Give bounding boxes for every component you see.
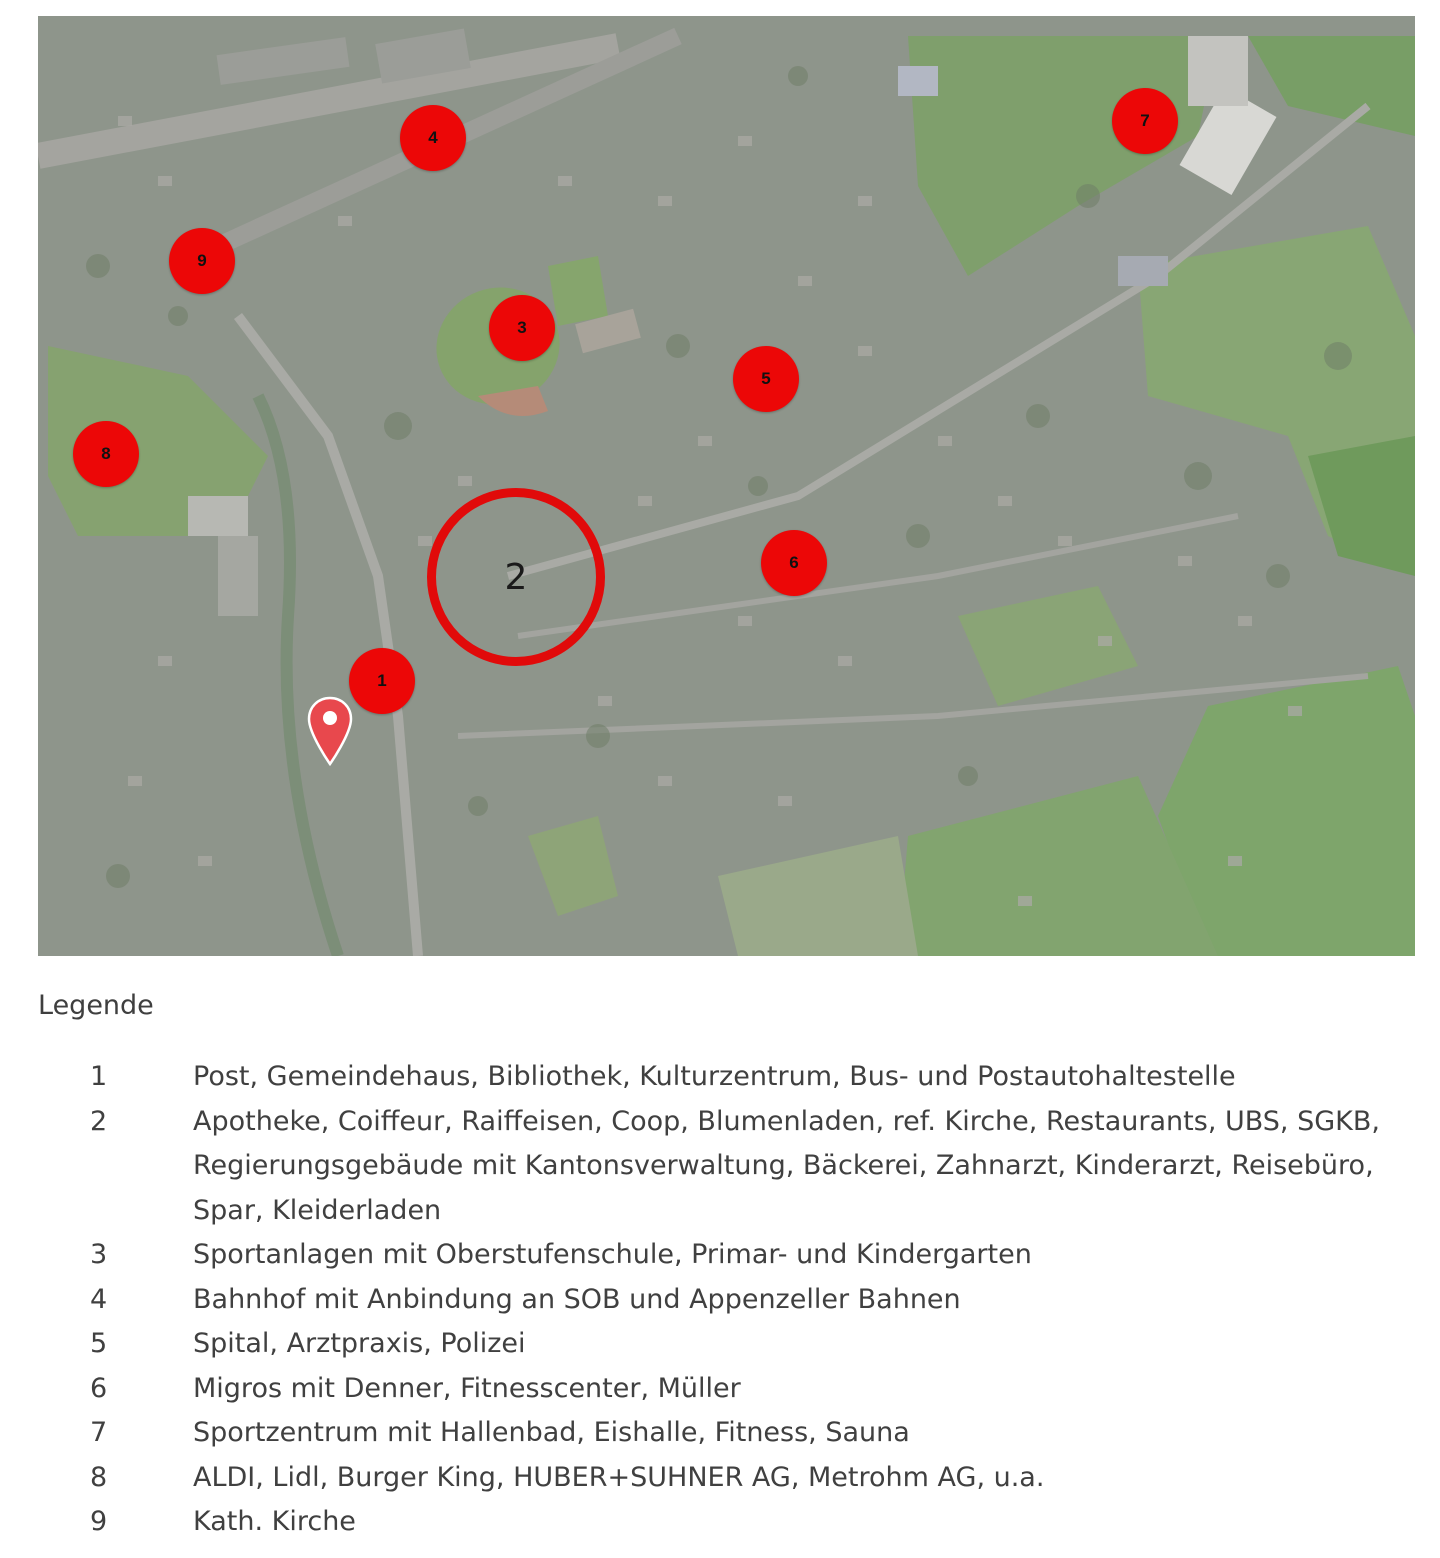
map-marker-6[interactable]: 6 (761, 530, 827, 596)
legend-item-number: 8 (90, 1461, 108, 1493)
legend-item-number: 2 (90, 1105, 108, 1137)
legend-item (38, 1055, 1418, 1100)
legend-item (38, 1278, 1418, 1323)
legend-item-text: Migros mit Denner, Fitnesscenter, Müller (193, 1372, 741, 1404)
legend-item-text: Post, Gemeindehaus, Bibliothek, Kulturzentrum, Bus- und Postautohaltestelle (193, 1061, 1236, 1092)
legend-item (38, 1322, 1418, 1367)
map-marker-7[interactable]: 7 (1112, 88, 1178, 154)
map-marker-3[interactable]: 3 (489, 295, 555, 361)
legend-item-text: Kath. Kirche (193, 1506, 356, 1537)
legend-item-number: 7 (90, 1417, 108, 1448)
legend-item-text: Sportzentrum mit Hallenbad, Eishalle, Fitness, Sauna (193, 1417, 910, 1448)
legend-item-number: 9 (90, 1506, 108, 1537)
aerial-map[interactable] (38, 16, 1415, 956)
legend-item (38, 1233, 1418, 1278)
map-marker-2[interactable]: 2 (427, 488, 605, 666)
legend-item-text: Spital, Arztpraxis, Polizei (193, 1328, 526, 1359)
legend-item (38, 1100, 1418, 1234)
legend-item (38, 1500, 1418, 1545)
legend-item-text: ALDI, Lidl, Burger King, HUBER+SUHNER AG, Metrohm AG, u.a. (193, 1461, 1045, 1493)
legend-title: Legende (38, 990, 154, 1021)
legend-item (38, 1456, 1418, 1501)
map-marker-1[interactable]: 1 (349, 648, 415, 714)
map-marker-8[interactable]: 8 (73, 421, 139, 487)
legend-item-number: 1 (90, 1061, 108, 1092)
legend-item-number: 5 (90, 1328, 108, 1359)
legend-item-number: 3 (90, 1239, 108, 1270)
location-pin-icon[interactable] (306, 696, 354, 768)
legend-item-text: Bahnhof mit Anbindung an SOB und Appenzeller Bahnen (193, 1283, 961, 1315)
legend-list (38, 1055, 1418, 1545)
map-marker-4[interactable]: 4 (400, 105, 466, 171)
legend-item-text: Apotheke, Coiffeur, Raiffeisen, Coop, Blumenladen, ref. Kirche, Restaurants, UBS, SGKB, Regierungsgebäude mit Kantonsverwaltung, Bäckerei, Zahnarzt, Kinderarzt, Reisebüro, Spar, Kleiderladen (193, 1105, 1380, 1226)
legend-item-number: 4 (90, 1283, 108, 1315)
aerial-photo (38, 16, 1415, 956)
legend-item-number: 6 (90, 1372, 108, 1404)
map-marker-5[interactable]: 5 (733, 346, 799, 412)
map-marker-9[interactable]: 9 (169, 228, 235, 294)
legend-item (38, 1411, 1418, 1456)
legend-item (38, 1367, 1418, 1412)
legend-item-text: Sportanlagen mit Oberstufenschule, Primar- und Kindergarten (193, 1239, 1032, 1270)
map-legend (38, 990, 1418, 1545)
